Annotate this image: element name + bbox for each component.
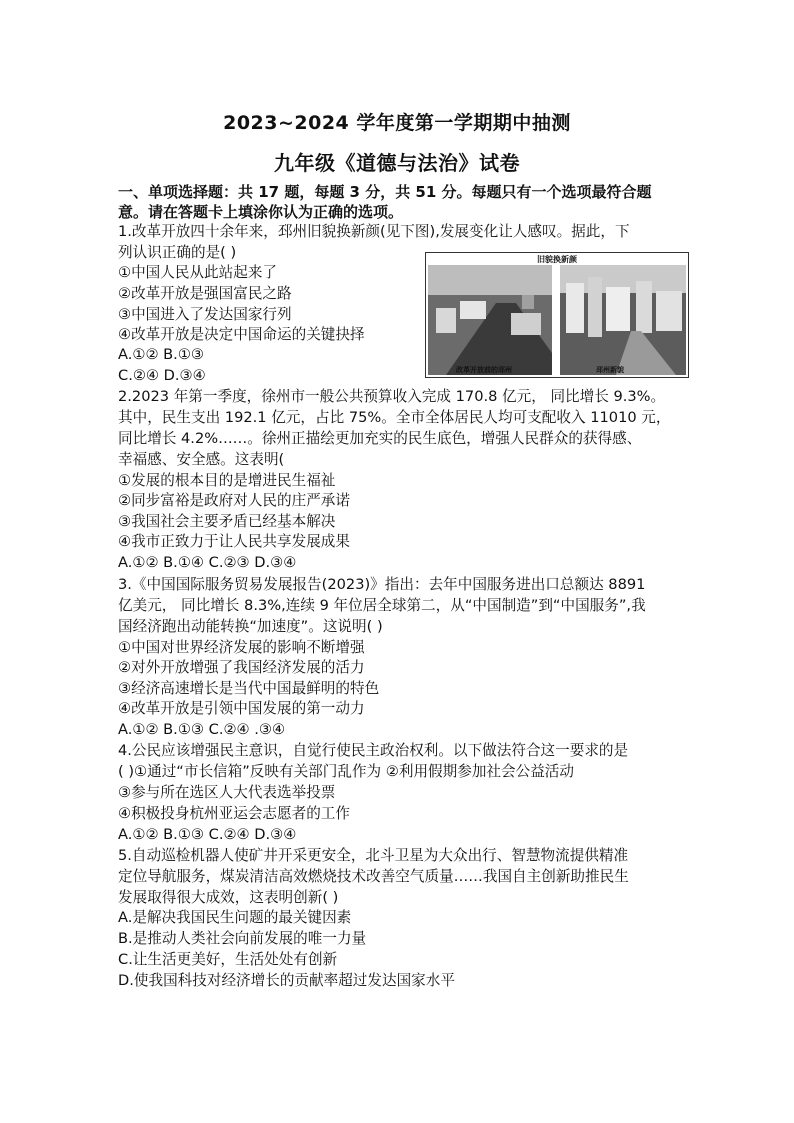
q4-option-4: ④积极投身杭州亚运会志愿者的工作 (118, 805, 350, 822)
q2-stem-line3: 同比增长 4.2%……。徐州正描绘更加充实的民生底色，增强人民群众的获得感、 (118, 430, 642, 447)
q2-stem-line1: 2.2023 年第一季度，徐州市一般公共预算收入完成 170.8 亿元， 同比增长 9.3%。 (118, 388, 666, 405)
q4-stem-line1: 4.公民应该增强民主意识，自觉行使民主政治权利。以下做法符合这一要求的是 (118, 742, 629, 759)
q1-option-1: ①中国人民从此站起来了 (118, 264, 278, 281)
q2-choices: A.①② B.①④ C.②③ D.③④ (118, 554, 297, 571)
q3-stem-line3: 国经济跑出动能转换“加速度”。这说明( ) (118, 618, 383, 635)
q5-choice-c: C.让生活更美好，生活处处有创新 (118, 951, 338, 968)
q1-option-4: ④改革开放是决定中国命运的关键抉择 (118, 326, 365, 343)
q1-stem-line1: 1.改革开放四十余年来，邳州旧貌换新颜(见下图),发展变化让人感叹。据此，下 (118, 223, 630, 240)
q2-option-4: ④我市正致力于让人民共享发展成果 (118, 533, 350, 550)
q5-stem-line2: 定位导航服务，煤炭清洁高效燃烧技术改善空气质量……我国自主创新助推民生 (118, 868, 629, 885)
q2-stem-line2: 其中，民生支出 192.1 亿元，占比 75%。全市全体居民人均可支配收入 11010 元， (118, 409, 671, 426)
q4-choices: A.①② B.①③ C.②④ D.③④ (118, 826, 297, 843)
q1-option-3: ③中国进入了发达国家行列 (118, 306, 292, 323)
q5-choice-a: A.是解决我国民生问题的最关键因素 (118, 909, 352, 926)
section-heading-line1: 一、单项选择题：共 17 题，每题 3 分，共 51 分。每题只有一个选项最符合题 (118, 183, 652, 201)
city-photo-illustration (426, 253, 688, 377)
q3-option-1: ①中国对世界经济发展的影响不断增强 (118, 639, 365, 656)
q5-stem-line3: 发展取得很大成效，这表明创新( ) (118, 889, 339, 906)
exam-title: 2023~2024 学年度第一学期期中抽测 (223, 112, 571, 134)
q3-choices: A.①② B.①③ C.②④ .③④ (118, 721, 286, 738)
q1-choices-cd: C.②④ D.③④ (118, 367, 206, 384)
q5-stem-line1: 5.自动巡检机器人使矿井开采更安全，北斗卫星为大众出行、智慧物流提供精准 (118, 847, 629, 864)
q2-option-3: ③我国社会主要矛盾已经基本解决 (118, 513, 336, 530)
q3-stem-line1: 3.《中国国际服务贸易发展报告(2023)》指出：去年中国服务进出口总额达 8891 (118, 576, 646, 593)
photo-right-label: 邳州新貌 (596, 366, 624, 374)
q1-comparison-photo (425, 252, 689, 378)
q1-stem-line2: 列认识正确的是( ) (118, 244, 237, 261)
q4-stem-line2: ( )①通过“市长信箱”反映有关部门乱作为 ②利用假期参加社会公益活动 (118, 763, 574, 780)
q5-choice-b: B.是推动人类社会向前发展的唯一力量 (118, 930, 367, 947)
q1-choices-ab: A.①② B.①③ (118, 346, 204, 363)
q2-option-2: ②同步富裕是政府对人民的庄严承诺 (118, 492, 350, 509)
photo-left-label: 改革开放前的邳州 (456, 366, 512, 374)
exam-subtitle: 九年级《道德与法治》试卷 (274, 151, 520, 175)
q3-option-4: ④改革开放是引领中国发展的第一动力 (118, 700, 365, 717)
q3-option-3: ③经济高速增长是当代中国最鲜明的特色 (118, 680, 380, 697)
q2-stem-line4: 幸福感、安全感。这表明( (118, 451, 285, 468)
section-heading-line2: 意。请在答题卡上填涂你认为正确的选项。 (118, 203, 404, 221)
q3-option-2: ②对外开放增强了我国经济发展的活力 (118, 659, 365, 676)
q4-option-3: ③参与所在选区人大代表选举投票 (118, 784, 336, 801)
q2-option-1: ①发展的根本目的是增进民生福祉 (118, 472, 336, 489)
q3-stem-line2: 亿美元， 同比增长 8.3%,连续 9 年位居全球第二，从“中国制造”到“中国服务”,我 (118, 597, 646, 614)
q5-choice-d: D.使我国科技对经济增长的贡献率超过发达国家水平 (118, 972, 455, 989)
q1-option-2: ②改革开放是强国富民之路 (118, 285, 292, 302)
photo-caption: 旧貌换新颜 (537, 255, 577, 264)
